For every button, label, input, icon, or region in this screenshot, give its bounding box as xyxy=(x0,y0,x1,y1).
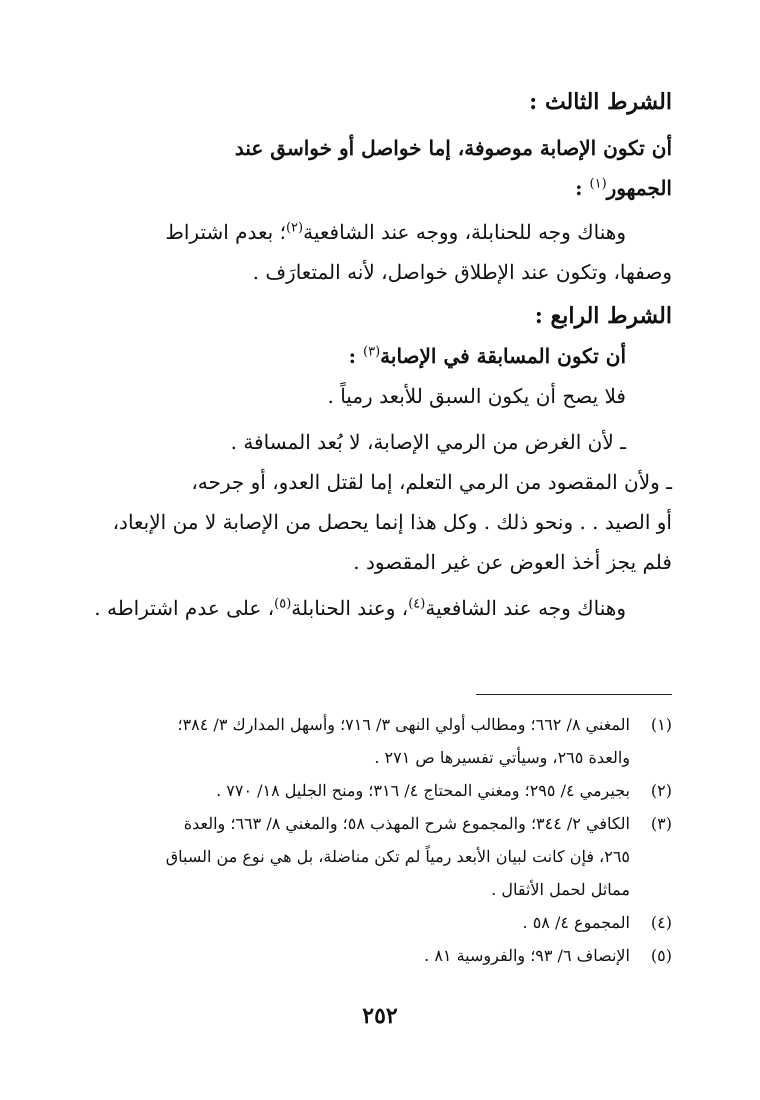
footnote-line: المجموع ٤/ ٥٨ . xyxy=(522,913,630,932)
footnote-line: مماثل لحمل الأثقال . xyxy=(491,880,630,899)
heading-fourth-condition: الشرط الرابع : xyxy=(534,303,672,329)
footnote-item xyxy=(90,774,672,807)
reason-2-line1: ـ ولأن المقصود من الرمي التعلم، إما لقتل العدو، أو جرحه، xyxy=(191,470,672,494)
footnote-item xyxy=(90,939,672,972)
hanabila-paragraph-line1: وهناك وجه للحنابلة، ووجه عند الشافعية$^{(٢)}$؛ بعدم اشتراط xyxy=(165,220,626,244)
fourth-condition-text: فلا يصح أن يكون السبق للأبعد رمياً . xyxy=(327,384,626,408)
footnote-number: (١) xyxy=(650,715,672,734)
footnote-item xyxy=(90,807,672,906)
reason-2-line2: أو الصيد . . ونحو ذلك . وكل هذا إنما يحصل من الإصابة لا من الإبعاد، xyxy=(112,510,672,534)
footnote-line: ٢٦٥، فإن كانت لبيان الأبعد رمياً لم تكن مناضلة، بل هي نوع من السباق xyxy=(165,847,630,866)
hanabila-paragraph-line2: وصفها، وتكون عند الإطلاق خواصل، لأنه المتعارَف . xyxy=(252,260,672,284)
footnote-ref-1[interactable]: (١) xyxy=(589,176,607,192)
reason-1: ـ لأن الغرض من الرمي الإصابة، لا بُعد المسافة . xyxy=(230,430,626,454)
footnote-ref-3[interactable]: (٣) xyxy=(363,344,381,360)
footnote-number: (٥) xyxy=(650,946,672,965)
footnote-line: الإنصاف ٦/ ٩٣؛ والفروسية ٨١ . xyxy=(424,946,630,965)
last-paragraph: وهناك وجه عند الشافعية$^{(٤)}$، وعند الحنابلة$^{(٥)}$، على عدم اشتراطه . xyxy=(94,596,626,620)
footnote-ref-4[interactable]: (٤) xyxy=(408,596,426,612)
third-condition-line2: الجمهور$^{(١)}$ : xyxy=(575,176,672,200)
fourth-condition: أن تكون المسابقة في الإصابة$^{(٣)}$ : xyxy=(348,344,626,368)
footnotes xyxy=(90,708,672,972)
main-text xyxy=(90,82,672,628)
footnote-ref-5[interactable]: (٥) xyxy=(274,596,292,612)
footnote-number: (٢) xyxy=(650,781,672,800)
footnote-number: (٣) xyxy=(650,814,672,833)
footnote-line: بجيرمي ٤/ ٢٩٥؛ ومغني المحتاج ٤/ ٣١٦؛ ومنح الجليل ١٨/ ٧٧٠ . xyxy=(216,781,630,800)
footnote-line: المغني ٨/ ٦٦٢؛ ومطالب أولي النهى ٣/ ٧١٦؛ وأسهل المدارك ٣/ ٣٨٤؛ xyxy=(177,715,630,734)
third-condition-line1: أن تكون الإصابة موصوفة، إما خواصل أو خواسق عند xyxy=(234,136,672,160)
footnote-divider xyxy=(476,694,672,695)
footnote-line: والعدة ٢٦٥، وسيأتي تفسيرها ص ٢٧١ . xyxy=(374,748,630,767)
reason-2-line3: فلم يجز أخذ العوض عن غير المقصود . xyxy=(353,550,672,574)
footnote-item xyxy=(90,708,672,774)
footnote-ref-2[interactable]: (٢) xyxy=(285,220,304,236)
page-number: ٢٥٢ xyxy=(362,1003,398,1029)
heading-third-condition: الشرط الثالث : xyxy=(529,89,672,115)
footnote-number: (٤) xyxy=(650,913,672,932)
footnote-line: الكافي ٢/ ٣٤٤؛ والمجموع شرح المهذب ٥٨؛ والمغني ٨/ ٦٦٣؛ والعدة xyxy=(183,814,630,833)
footnote-item xyxy=(90,906,672,939)
